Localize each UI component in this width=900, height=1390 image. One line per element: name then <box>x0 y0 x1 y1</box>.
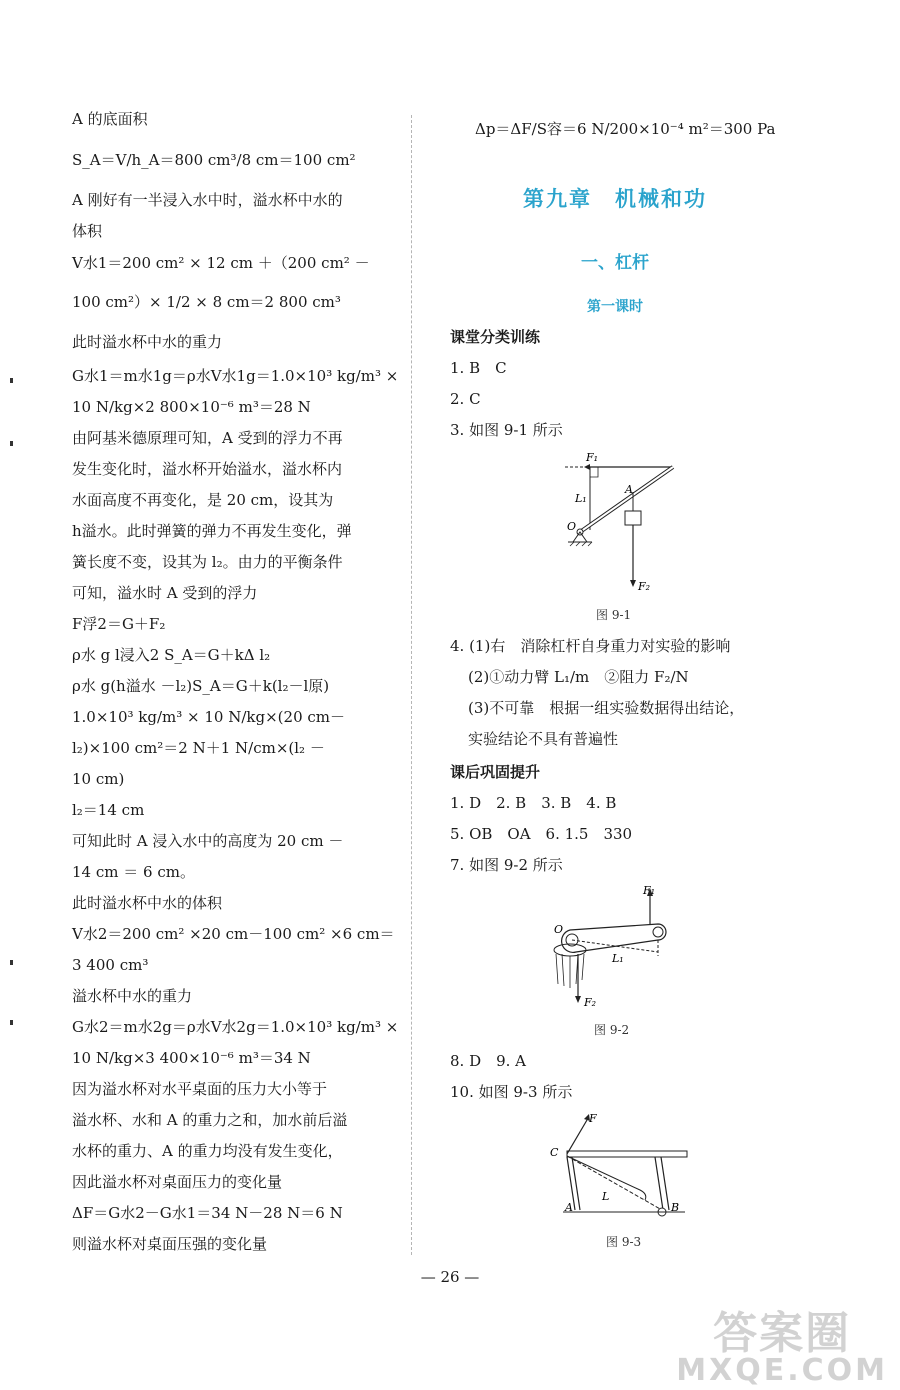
section-title: 一、杠杆 <box>581 253 649 273</box>
formula-line: V水2＝200 cm² ×20 cm－100 cm² ×6 cm＝ <box>72 925 395 943</box>
scan-mark <box>10 1020 13 1025</box>
label-C: C <box>550 1146 559 1159</box>
formula-line: 10 cm) <box>72 770 125 788</box>
text-line: 可知此时 A 浸入水中的高度为 20 cm － <box>72 832 344 850</box>
figure-caption: 图 9-2 <box>594 1023 630 1037</box>
figure-9-1 <box>555 450 685 600</box>
text-line: 体积 <box>72 222 103 240</box>
text-line: 溢水杯、水和 A 的重力之和，加水前后溢 <box>72 1111 348 1129</box>
formula-line: G水1＝m水1g＝ρ水V水1g＝1.0×10³ kg/m³ × <box>72 367 399 385</box>
text-line: 此时溢水杯中水的重力 <box>72 333 223 351</box>
label-O: O <box>567 520 577 533</box>
label-A: A <box>625 483 633 496</box>
label-F: F <box>589 1112 597 1125</box>
text-line: 14 cm ＝ 6 cm。 <box>72 863 195 881</box>
formula-line: S_A＝V/h_A＝800 cm³/8 cm＝100 cm² <box>72 151 356 169</box>
answer-line: 2. C <box>450 390 481 408</box>
answer-line: (2)①动力臂 L₁/m ②阻力 F₂/N <box>468 668 689 686</box>
formula-line: 10 N/kg×2 800×10⁻⁶ m³＝28 N <box>72 398 311 416</box>
label-B: B <box>671 1201 680 1214</box>
text-line: 水面高度不再变化，是 20 cm，设其为 <box>72 491 334 509</box>
text-line: 此时溢水杯中水的体积 <box>72 894 223 912</box>
formula-line: ρ水 g l浸入2 S_A＝G＋kΔ l₂ <box>72 646 271 664</box>
scan-mark <box>10 378 13 383</box>
column-divider <box>411 115 412 1255</box>
answer-line: 实验结论不具有普遍性 <box>468 730 619 748</box>
heading-after-class: 课后巩固提升 <box>450 763 541 781</box>
label-A: A <box>565 1201 573 1214</box>
heading-classroom: 课堂分类训练 <box>450 328 541 346</box>
formula-line: Δp＝ΔF/S容＝6 N/200×10⁻⁴ m²＝300 Pa <box>475 120 776 138</box>
label-O: O <box>554 923 564 936</box>
text-line: 由阿基米德原理可知，A 受到的浮力不再 <box>72 429 343 447</box>
answer-line: 5. OB OA 6. 1.5 330 <box>450 825 633 843</box>
label-F1: F₁ <box>586 451 599 464</box>
figure-caption: 图 9-1 <box>596 608 632 622</box>
label-L1: L₁ <box>612 952 624 965</box>
text-line: A 的底面积 <box>72 110 148 128</box>
text-line: 因为溢水杯对水平桌面的压力大小等于 <box>72 1080 328 1098</box>
text-line: 因此溢水杯对桌面压力的变化量 <box>72 1173 283 1191</box>
scan-mark <box>10 441 13 446</box>
text-line: A 刚好有一半浸入水中时，溢水杯中水的 <box>72 191 343 209</box>
watermark-logo <box>676 1308 888 1388</box>
lesson-title: 第一课时 <box>587 299 643 315</box>
answer-line: 8. D 9. A <box>450 1052 527 1070</box>
label-L: L <box>602 1190 610 1203</box>
formula-line: l₂)×100 cm²＝2 N＋1 N/cm×(l₂ － <box>72 739 325 757</box>
watermark-text: 答案圈 <box>713 1308 852 1359</box>
text-line: 则溢水杯对桌面压强的变化量 <box>72 1235 268 1253</box>
formula-line: F浮2＝G＋F₂ <box>72 615 166 633</box>
scan-mark <box>10 960 13 965</box>
answer-line: 3. 如图 9-1 所示 <box>450 421 563 439</box>
figure-9-3 <box>545 1108 695 1223</box>
answer-line: (3)不可靠 根据一组实验数据得出结论， <box>468 699 745 717</box>
text-line: h溢水。此时弹簧的弹力不再发生变化，弹 <box>72 522 352 540</box>
label-F1: F₁ <box>643 884 656 897</box>
answer-line: 7. 如图 9-2 所示 <box>450 856 563 874</box>
text-line: 溢水杯中水的重力 <box>72 987 193 1005</box>
watermark-url: MXQE.COM <box>676 1353 888 1388</box>
answer-line: 1. D 2. B 3. B 4. B <box>450 794 617 812</box>
formula-line: 10 N/kg×3 400×10⁻⁶ m³＝34 N <box>72 1049 311 1067</box>
answer-line: 10. 如图 9-3 所示 <box>450 1083 573 1101</box>
text-line: 可知，溢水时 A 受到的浮力 <box>72 584 258 602</box>
answer-line: 1. B C <box>450 359 507 377</box>
chapter-title: 第九章 机械和功 <box>523 187 707 211</box>
label-F2: F₂ <box>638 580 651 593</box>
formula-line: ρ水 g(h溢水 －l₂)S_A＝G＋k(l₂－l原) <box>72 677 330 695</box>
text-line: 簧长度不变，设其为 l₂。由力的平衡条件 <box>72 553 343 571</box>
text-line: 水杯的重力、A 的重力均没有发生变化， <box>72 1142 343 1160</box>
figure-caption: 图 9-3 <box>606 1235 642 1249</box>
formula-line: 1.0×10³ kg/m³ × 10 N/kg×(20 cm－ <box>72 708 346 726</box>
formula-line: 100 cm²）× 1/2 × 8 cm＝2 800 cm³ <box>72 293 341 311</box>
page-number: — 26 — <box>420 1268 480 1286</box>
formula-line: G水2＝m水2g＝ρ水V水2g＝1.0×10³ kg/m³ × <box>72 1018 399 1036</box>
text-line: 发生变化时，溢水杯开始溢水，溢水杯内 <box>72 460 343 478</box>
label-L1: L₁ <box>575 492 587 505</box>
answer-line: 4. (1)右 消除杠杆自身重力对实验的影响 <box>450 637 731 655</box>
formula-line: ΔF＝G水2－G水1＝34 N－28 N＝6 N <box>72 1204 343 1222</box>
formula-line: l₂＝14 cm <box>72 801 145 819</box>
figure-9-2 <box>540 880 680 1010</box>
label-F2: F₂ <box>584 996 597 1009</box>
formula-line: 3 400 cm³ <box>72 956 149 974</box>
formula-line: V水1＝200 cm² × 12 cm ＋（200 cm² － <box>72 254 370 272</box>
